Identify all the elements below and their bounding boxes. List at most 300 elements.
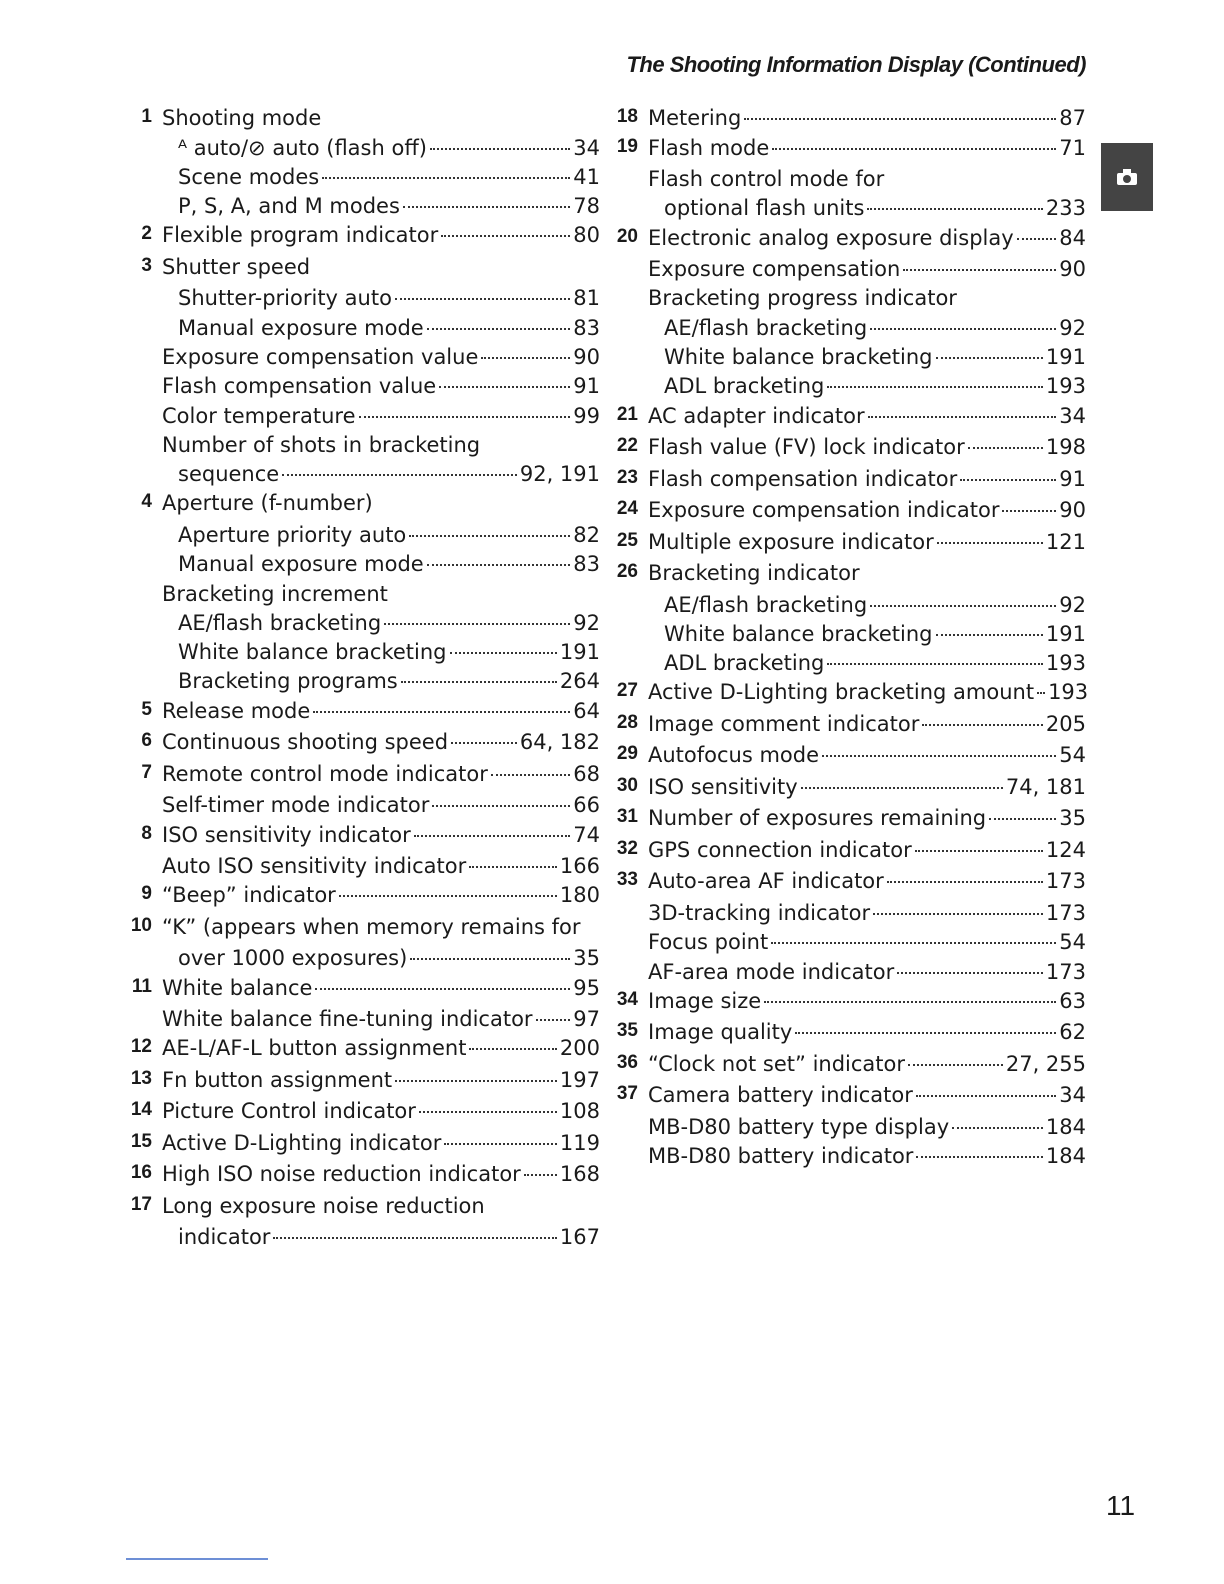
entry-label: Flash compensation indicator	[648, 466, 958, 491]
dot-leader	[282, 474, 517, 476]
entry-page: 124	[1045, 837, 1086, 862]
dot-leader	[989, 818, 1056, 820]
entry-page: 167	[559, 1225, 600, 1250]
entry-label: White balance fine-tuning indicator	[162, 1007, 533, 1032]
entry-page: 193	[1045, 374, 1086, 399]
index-entry	[126, 136, 600, 165]
entry-page: 34	[573, 135, 600, 160]
dot-leader	[401, 681, 557, 683]
index-entry	[126, 730, 600, 762]
index-entry	[612, 930, 1086, 959]
dot-leader	[384, 623, 570, 625]
index-entry	[612, 989, 1086, 1021]
entry-number: 10	[130, 914, 152, 936]
dot-leader	[870, 605, 1056, 607]
entry-label: “K” (appears when memory remains for	[162, 914, 581, 939]
dot-leader	[822, 755, 1056, 757]
dot-leader	[313, 711, 570, 713]
dot-leader	[968, 447, 1043, 449]
dot-leader	[801, 787, 1003, 789]
index-entry	[126, 669, 600, 698]
entry-label: Auto-area AF indicator	[648, 869, 884, 894]
dot-leader	[414, 835, 570, 837]
entry-number: 27	[616, 680, 638, 702]
entry-page: 200	[559, 1036, 600, 1061]
entry-page: 180	[559, 883, 600, 908]
entry-page: 92	[1059, 315, 1086, 340]
dot-leader	[960, 479, 1056, 481]
dot-leader	[450, 652, 557, 654]
entry-label: High ISO noise reduction indicator	[162, 1162, 521, 1187]
entry-label: Flash compensation value	[162, 374, 437, 399]
camera-setup-icon	[1114, 164, 1140, 190]
entry-label: “Beep” indicator	[162, 883, 336, 908]
index-entry	[126, 699, 600, 731]
dot-leader	[772, 148, 1056, 150]
entry-label: Bracketing programs	[178, 669, 398, 694]
entry-page: 193	[1048, 680, 1089, 705]
entry-label: ISO sensitivity	[648, 774, 798, 799]
entry-number: 36	[616, 1051, 638, 1073]
index-entry	[126, 762, 600, 794]
entry-number: 33	[616, 869, 638, 891]
entry-page: 83	[573, 315, 600, 340]
dot-leader	[430, 148, 570, 150]
index-entry	[612, 806, 1086, 838]
entry-number: 8	[141, 822, 152, 844]
entry-label: Fn button assignment	[162, 1067, 393, 1092]
entry-label: Image comment indicator	[648, 711, 920, 736]
index-entry	[126, 611, 600, 640]
entry-label: Flexible program indicator	[162, 223, 439, 248]
entry-label: AF-area mode indicator	[648, 959, 895, 984]
entry-label: Picture Control indicator	[162, 1099, 416, 1124]
section-tab	[1101, 143, 1153, 211]
dot-leader	[403, 206, 570, 208]
entry-label: Multiple exposure indicator	[648, 529, 934, 554]
entry-label: White balance bracketing	[664, 344, 933, 369]
entry-page: 184	[1045, 1114, 1086, 1139]
entry-number: 19	[616, 135, 638, 157]
footer-rule	[126, 1558, 268, 1560]
index-entry	[612, 498, 1086, 530]
entry-label: ISO sensitivity indicator	[162, 822, 411, 847]
index-entry	[126, 1194, 600, 1226]
entry-label: Shutter speed	[162, 254, 311, 279]
index-entry	[612, 622, 1086, 651]
dot-leader	[427, 564, 571, 566]
entry-label: Image quality	[648, 1020, 793, 1045]
entry-page: 71	[1059, 135, 1086, 160]
index-entry	[126, 640, 600, 669]
dot-leader	[439, 386, 570, 388]
entry-page: 119	[559, 1130, 600, 1155]
dot-leader	[444, 1143, 557, 1145]
index-entry	[612, 167, 1086, 196]
entry-page: 264	[559, 669, 600, 694]
entry-number: 28	[616, 711, 638, 733]
dot-leader	[419, 1111, 557, 1113]
entry-page: 82	[573, 522, 600, 547]
entry-label: Shooting mode	[162, 106, 322, 130]
entry-page: 35	[573, 946, 600, 971]
entry-label: GPS connection indicator	[648, 837, 912, 862]
entry-page: 191	[559, 640, 600, 665]
entry-page: 54	[1059, 743, 1086, 768]
index-entry	[126, 823, 600, 855]
entry-page: 173	[1045, 959, 1086, 984]
entry-number: 3	[141, 254, 152, 276]
entry-number: 18	[616, 106, 638, 127]
index-entry	[126, 433, 600, 462]
index-entry	[126, 854, 600, 883]
dot-leader	[536, 1019, 571, 1021]
entry-page: 34	[1059, 403, 1086, 428]
entry-page: 80	[573, 223, 600, 248]
index-entry	[612, 1052, 1086, 1084]
index-entry	[612, 404, 1086, 436]
entry-label: Exposure compensation	[648, 257, 901, 282]
entry-page: 74	[573, 822, 600, 847]
entry-number: 6	[141, 730, 152, 752]
entry-label: Image size	[648, 988, 762, 1013]
entry-label: ADL bracketing	[664, 651, 825, 676]
index-entry	[126, 552, 600, 581]
entry-label: White balance	[162, 975, 313, 1000]
entry-page: 205	[1045, 711, 1086, 736]
entry-page: 99	[573, 403, 600, 428]
entry-label: Aperture priority auto	[178, 522, 407, 547]
entry-page: 91	[1059, 466, 1086, 491]
index-entry	[126, 345, 600, 374]
index-entry	[612, 651, 1086, 680]
dot-leader	[359, 416, 571, 418]
index-entry	[126, 1068, 600, 1100]
entry-page: 64	[573, 698, 600, 723]
index-entry	[612, 775, 1086, 807]
index-entry	[126, 1162, 600, 1194]
dot-leader	[409, 535, 570, 537]
entry-label: 3D-tracking indicator	[648, 900, 871, 925]
entry-label: Shutter-priority auto	[178, 286, 392, 311]
dot-leader	[1037, 692, 1045, 694]
entry-number: 37	[616, 1083, 638, 1105]
index-entry	[126, 1131, 600, 1163]
entry-number: 31	[616, 806, 638, 828]
entry-label: Self-timer mode indicator	[162, 793, 430, 818]
entry-label: Manual exposure mode	[178, 315, 424, 340]
index-entry	[612, 869, 1086, 901]
entry-page: 173	[1045, 869, 1086, 894]
dot-leader	[524, 1174, 557, 1176]
entry-page: 191	[1045, 344, 1086, 369]
index-entry	[612, 345, 1086, 374]
entry-page: 41	[573, 164, 600, 189]
entry-label: Active D-Lighting indicator	[162, 1130, 442, 1155]
entry-page: 168	[559, 1162, 600, 1187]
entry-number: 35	[616, 1020, 638, 1042]
dot-leader	[744, 118, 1056, 120]
dot-leader	[395, 298, 570, 300]
dot-leader	[795, 1032, 1056, 1034]
index-entry	[612, 1083, 1086, 1115]
entry-number: 2	[141, 223, 152, 245]
index-entry	[612, 712, 1086, 744]
index-entry	[612, 435, 1086, 467]
index-entry	[126, 883, 600, 915]
entry-label: ADL bracketing	[664, 374, 825, 399]
entry-number: 25	[616, 529, 638, 551]
dot-leader	[764, 1001, 1056, 1003]
entry-page: 64, 182	[519, 730, 600, 755]
dot-leader	[936, 634, 1043, 636]
entry-label: Bracketing indicator	[648, 561, 860, 586]
entry-page: 108	[559, 1099, 600, 1124]
dot-leader	[469, 1048, 556, 1050]
entry-number: 14	[130, 1099, 152, 1121]
entry-page: 90	[1059, 257, 1086, 282]
dot-leader	[922, 724, 1043, 726]
entry-label: sequence	[178, 462, 280, 487]
dot-leader	[322, 177, 570, 179]
entry-page: 63	[1059, 988, 1086, 1013]
index-entry	[126, 404, 600, 433]
index-entry	[126, 462, 600, 491]
dot-leader	[827, 386, 1043, 388]
index-entry	[126, 316, 600, 345]
dot-leader	[908, 1064, 1003, 1066]
page-header-title: The Shooting Information Display (Continued)	[626, 52, 1086, 77]
entry-page: 68	[573, 761, 600, 786]
entry-label: AE/flash bracketing	[664, 315, 868, 340]
dot-leader	[315, 988, 570, 990]
index-entry	[126, 194, 600, 223]
entry-label: White balance bracketing	[178, 640, 447, 665]
index-entry	[612, 561, 1086, 593]
entry-number: 11	[131, 975, 152, 997]
entry-page: 197	[559, 1067, 600, 1092]
index-entry	[612, 1020, 1086, 1052]
entry-page: 62	[1059, 1020, 1086, 1045]
entry-page: 34	[1059, 1083, 1086, 1108]
dot-leader	[873, 913, 1043, 915]
index-entry	[612, 226, 1086, 258]
entry-number: 7	[141, 761, 152, 783]
entry-page: 193	[1045, 651, 1086, 676]
entry-number: 22	[616, 435, 638, 457]
entry-page: 90	[573, 344, 600, 369]
entry-number: 32	[616, 837, 638, 859]
index-entry	[126, 106, 600, 136]
dot-leader	[395, 1080, 557, 1082]
entry-label: MB-D80 battery indicator	[648, 1144, 914, 1169]
index-entry	[126, 286, 600, 315]
entry-label: Bracketing progress indicator	[648, 286, 957, 311]
dot-leader	[273, 1237, 556, 1239]
index-entry	[126, 976, 600, 1008]
index-entry	[612, 680, 1089, 712]
index-entry	[612, 467, 1086, 499]
dot-leader	[937, 542, 1043, 544]
entry-label: P, S, A, and M modes	[178, 194, 400, 219]
index-entry	[126, 255, 600, 287]
index-entry	[126, 523, 600, 552]
index-entry	[126, 374, 600, 403]
index-entry	[126, 946, 600, 975]
entry-number: 34	[616, 988, 638, 1010]
entry-number: 4	[141, 491, 152, 513]
dot-leader	[903, 269, 1056, 271]
index-entry	[126, 1225, 600, 1254]
index-entry	[612, 743, 1086, 775]
entry-label: White balance bracketing	[664, 621, 933, 646]
entry-label: Color temperature	[162, 403, 356, 428]
index-entry	[612, 196, 1086, 225]
entry-label: Exposure compensation value	[162, 344, 479, 369]
entry-label: Manual exposure mode	[178, 552, 424, 577]
entry-label: Scene modes	[178, 164, 320, 189]
entry-page: 91	[573, 374, 600, 399]
entry-number: 15	[130, 1130, 152, 1152]
dot-leader	[339, 895, 557, 897]
index-entry	[126, 1007, 600, 1036]
entry-number: 5	[141, 698, 152, 720]
entry-page: 90	[1059, 498, 1086, 523]
dot-leader	[916, 1156, 1042, 1158]
entry-label: Flash value (FV) lock indicator	[648, 435, 965, 460]
entry-label: indicator	[178, 1225, 271, 1250]
entry-page: 92	[1059, 592, 1086, 617]
index-entry	[126, 165, 600, 194]
entry-label: Exposure compensation indicator	[648, 498, 1000, 523]
entry-page: 95	[573, 975, 600, 1000]
index-entry	[612, 136, 1086, 168]
entry-label: Electronic analog exposure display	[648, 225, 1014, 250]
dot-leader	[887, 881, 1043, 883]
entry-page: 173	[1045, 900, 1086, 925]
entry-number: 26	[616, 561, 638, 583]
entry-page: 191	[1045, 621, 1086, 646]
page-number: 11	[1106, 1490, 1136, 1521]
entry-label: Flash mode	[648, 135, 770, 160]
entry-number: 24	[616, 498, 638, 520]
index-entry	[612, 316, 1086, 345]
index-entry	[126, 582, 600, 611]
dot-leader	[868, 416, 1057, 418]
entry-label: Focus point	[648, 930, 769, 955]
entry-label: AE-L/AF-L button assignment	[162, 1036, 467, 1061]
index-entry	[126, 1099, 600, 1131]
entry-number: 30	[616, 774, 638, 796]
entry-page: 166	[559, 854, 600, 879]
dot-leader	[897, 972, 1043, 974]
entry-label: over 1000 exposures)	[178, 946, 408, 971]
entry-page: 74, 181	[1005, 774, 1086, 799]
entry-label: AC adapter indicator	[648, 403, 865, 428]
dot-leader	[771, 942, 1056, 944]
entry-page: 184	[1045, 1144, 1086, 1169]
index-entry	[612, 530, 1086, 562]
entry-page: 84	[1059, 225, 1086, 250]
index-entry	[612, 838, 1086, 870]
entry-number: 12	[130, 1036, 152, 1058]
entry-page: 87	[1059, 106, 1086, 130]
entry-label: optional flash units	[664, 196, 865, 221]
dot-leader	[952, 1127, 1043, 1129]
dot-leader	[441, 235, 570, 237]
entry-number: 16	[130, 1162, 152, 1184]
entry-label: Camera battery indicator	[648, 1083, 913, 1108]
index-entry	[126, 1036, 600, 1068]
dot-leader	[827, 663, 1043, 665]
entry-label: Autofocus mode	[648, 743, 820, 768]
entry-label: Bracketing increment	[162, 581, 388, 606]
index-entry	[612, 286, 1086, 315]
entry-number: 23	[616, 466, 638, 488]
entry-label: Number of shots in bracketing	[162, 432, 481, 457]
entry-page: 27, 255	[1005, 1051, 1086, 1076]
index-entry	[612, 257, 1086, 286]
entry-page: 198	[1045, 435, 1086, 460]
index-entry	[612, 960, 1086, 989]
index-entry	[126, 491, 600, 523]
entry-label: Metering	[648, 106, 742, 130]
entry-number: 20	[616, 225, 638, 247]
entry-page: 66	[573, 793, 600, 818]
dot-leader	[867, 208, 1042, 210]
entry-label: Aperture (f-number)	[162, 491, 373, 516]
entry-label: AE/flash bracketing	[178, 610, 382, 635]
index-entry	[612, 901, 1086, 930]
index-entry	[612, 1144, 1086, 1173]
entry-page: 54	[1059, 930, 1086, 955]
entry-label: Number of exposures remaining	[648, 806, 987, 831]
dot-leader	[481, 357, 570, 359]
entry-page: 92, 191	[519, 462, 600, 487]
index-entry	[612, 1115, 1086, 1144]
entry-page: 97	[573, 1007, 600, 1032]
dot-leader	[936, 357, 1043, 359]
dot-leader	[427, 328, 571, 330]
dot-leader	[1017, 238, 1057, 240]
entry-label: Flash control mode for	[648, 167, 885, 191]
index-entry	[126, 223, 600, 255]
dot-leader	[916, 1095, 1056, 1097]
entry-number: 29	[616, 743, 638, 765]
entry-label: MB-D80 battery type display	[648, 1114, 950, 1139]
entry-label: ᴬ auto/⊘ auto (flash off)	[178, 135, 427, 160]
dot-leader	[1002, 510, 1056, 512]
entry-page: 233	[1045, 196, 1086, 221]
dot-leader	[491, 774, 570, 776]
dot-leader	[410, 958, 570, 960]
entry-number: 13	[130, 1067, 152, 1089]
entry-page: 35	[1059, 806, 1086, 831]
entry-page: 92	[573, 610, 600, 635]
entry-number: 17	[130, 1193, 152, 1215]
entry-label: Continuous shooting speed	[162, 730, 449, 755]
dot-leader	[469, 866, 557, 868]
index-entry	[126, 915, 600, 947]
entry-label: Long exposure noise reduction	[162, 1193, 485, 1218]
entry-number: 9	[141, 883, 152, 905]
dot-leader	[870, 328, 1056, 330]
index-entry	[612, 106, 1086, 136]
entry-page: 81	[573, 286, 600, 311]
dot-leader	[451, 742, 517, 744]
entry-page: 121	[1045, 529, 1086, 554]
right-index-column	[612, 106, 1089, 1173]
